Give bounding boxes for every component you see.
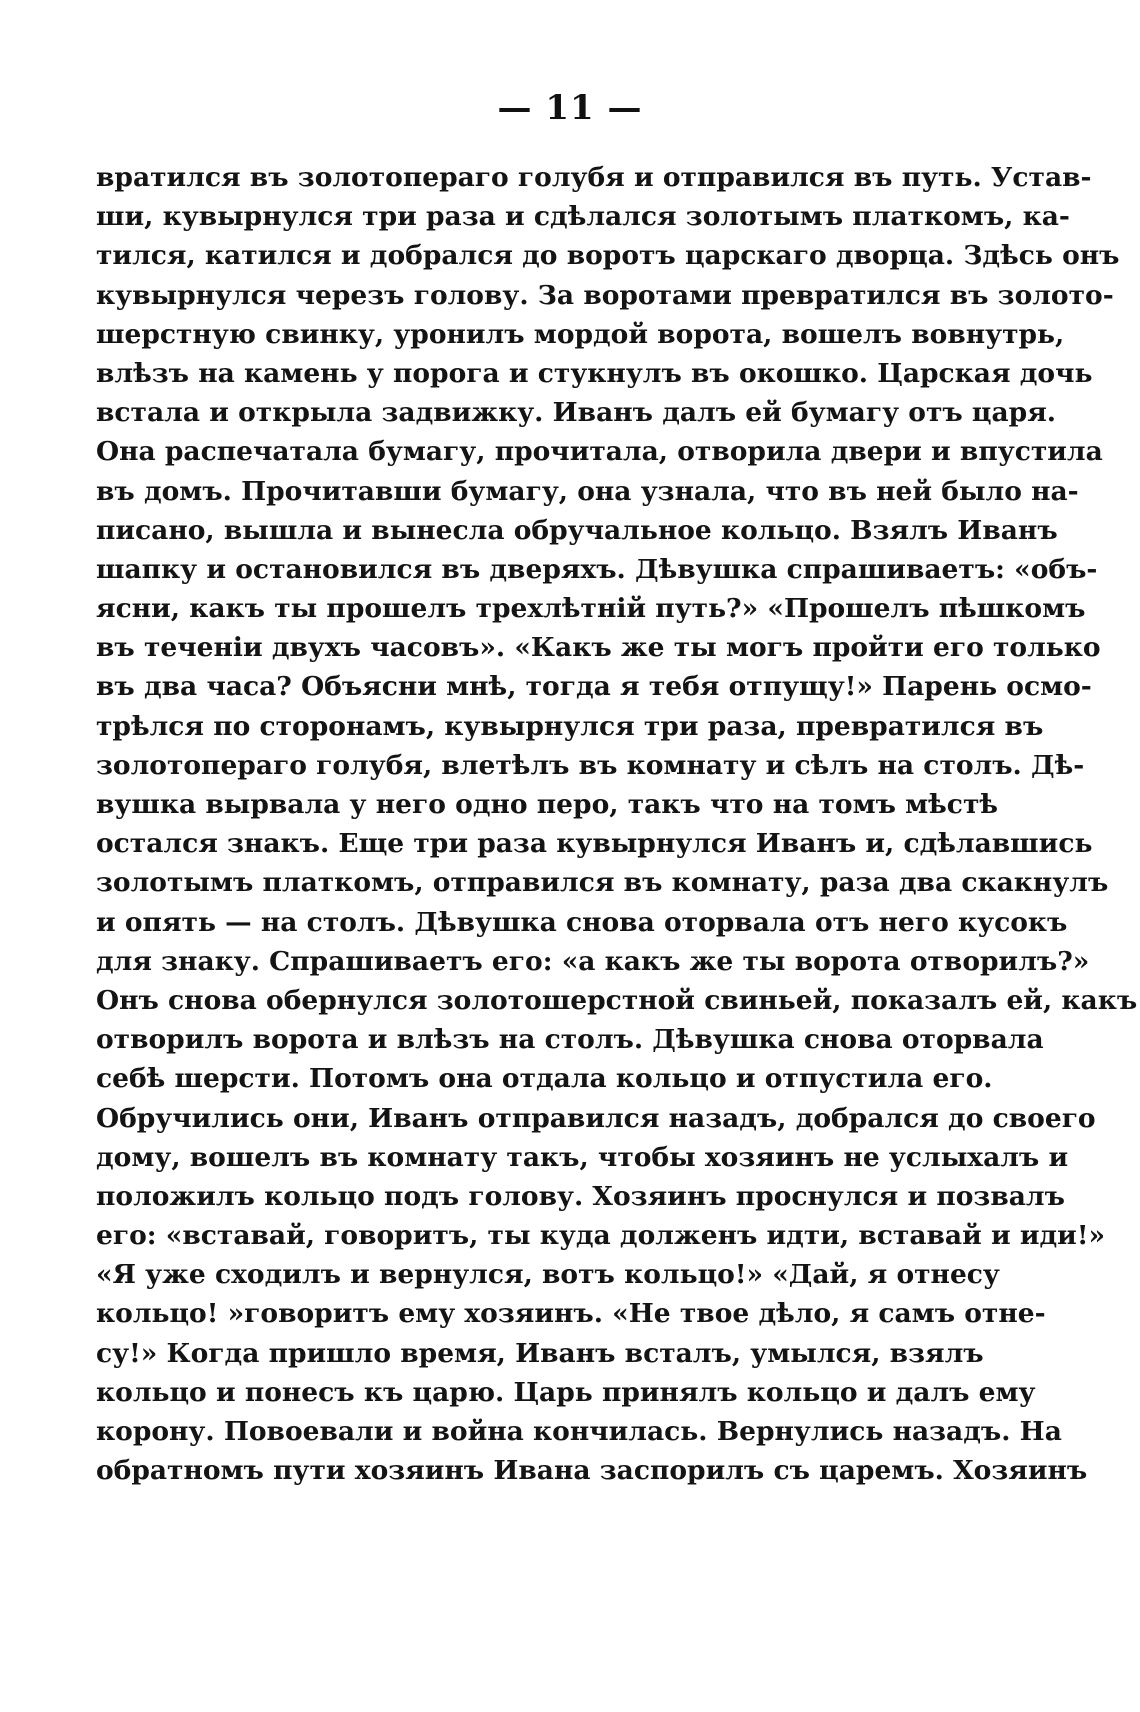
text-line: его: «вставай, говоритъ, ты куда долженъ идти, вставай и иди!» [96, 1220, 1106, 1252]
text-line: «Я уже сходилъ и вернулся, вотъ кольцо!» «Дай, я отнесу [96, 1259, 1000, 1291]
text-line: Обручились они, Иванъ отправился назадъ, добрался до своего [96, 1102, 1096, 1134]
body-text [96, 158, 1138, 1490]
text-line: кольцо! »говоритъ ему хозяинъ. «Не твое дѣло, я самъ отне- [96, 1298, 1046, 1330]
text-line: встала и открыла задвижку. Иванъ далъ ей бумагу отъ царя. [96, 397, 1057, 429]
text-line: дому, вошелъ въ комнату такъ, чтобы хозяинъ не услыхалъ и [96, 1141, 1069, 1173]
text-line: влѣзъ на камень у порога и стукнулъ въ окошко. Царская дочь [96, 357, 1093, 389]
text-line: Она распечатала бумагу, прочитала, отворила двери и впустила [96, 436, 1103, 468]
text-line: шерстную свинку, уронилъ мордой ворота, вошелъ вовнутрь, [96, 318, 1065, 350]
text-line: себѣ шерсти. Потомъ она отдала кольцо и отпустила его. [96, 1063, 993, 1095]
text-line: золотымъ платкомъ, отправился въ комнату, раза два скакнулъ [96, 867, 1109, 899]
text-line: остался знакъ. Еще три раза кувырнулся Иванъ и, сдѣлавшись [96, 828, 1093, 860]
text-line: и опять — на столъ. Дѣвушка снова оторвала отъ него кусокъ [96, 906, 1068, 938]
text-line: обратномъ пути хозяинъ Ивана заспорилъ съ царемъ. Хозяинъ [96, 1455, 1088, 1487]
text-line: ясни, какъ ты прошелъ трехлѣтній путь?» «Прошелъ пѣшкомъ [96, 593, 1086, 625]
text-line: кувырнулся черезъ голову. За воротами превратился въ золото- [96, 279, 1114, 311]
text-line: въ теченіи двухъ часовъ». «Какъ же ты могъ пройти его только [96, 632, 1101, 664]
text-line: вратился въ золотоперaго голубя и отправился въ путь. Устав- [96, 162, 1092, 193]
text-line: корону. Повоевали и война кончилась. Вернулись назадъ. На [96, 1416, 1062, 1447]
text-line: въ домъ. Прочитавши бумагу, она узнала, что въ ней было на- [96, 475, 1079, 507]
text-line: положилъ кольцо подъ голову. Хозяинъ проснулся и позвалъ [96, 1180, 1065, 1212]
text-line: отворилъ ворота и влѣзъ на столъ. Дѣвушка снова оторвала [96, 1024, 1044, 1056]
text-line: золотоперaго голубя, влетѣлъ въ комнату и сѣлъ на столъ. Дѣ- [96, 749, 1085, 781]
text-line: Онъ снова обернулся золотошерстной свиньей, показалъ ей, какъ [96, 984, 1138, 1016]
text-line: кольцо и понесъ къ царю. Царь принялъ кольцо и далъ ему [96, 1376, 1036, 1408]
text-line: шапку и остановился въ дверяхъ. Дѣвушка спрашиваетъ: «объ- [96, 553, 1098, 585]
text-line: ши, кувырнулся три раза и сдѣлался золотымъ платкомъ, ка- [96, 201, 1070, 233]
text-line: вушка вырвала у него одно перо, такъ что на томъ мѣстѣ [96, 789, 998, 820]
text-line: въ два часа? Объясни мнѣ, тогда я тебя отпущу!» Парень осмо- [96, 671, 1092, 703]
text-line: тился, катился и добрался до воротъ царскаго дворца. Здѣсь онъ [96, 240, 1120, 272]
text-line: писано, вышла и вынесла обручальное кольцо. Взялъ Иванъ [96, 514, 1058, 546]
page-number: — 11 — [497, 88, 643, 128]
text-line: трѣлся по сторонамъ, кувырнулся три раза, превратился въ [96, 710, 1044, 742]
text-line: су!» Когда пришло время, Иванъ всталъ, умылся, взялъ [96, 1337, 984, 1369]
text-line: для знаку. Спрашиваетъ его: «а какъ же ты ворота отворилъ?» [96, 945, 1090, 977]
